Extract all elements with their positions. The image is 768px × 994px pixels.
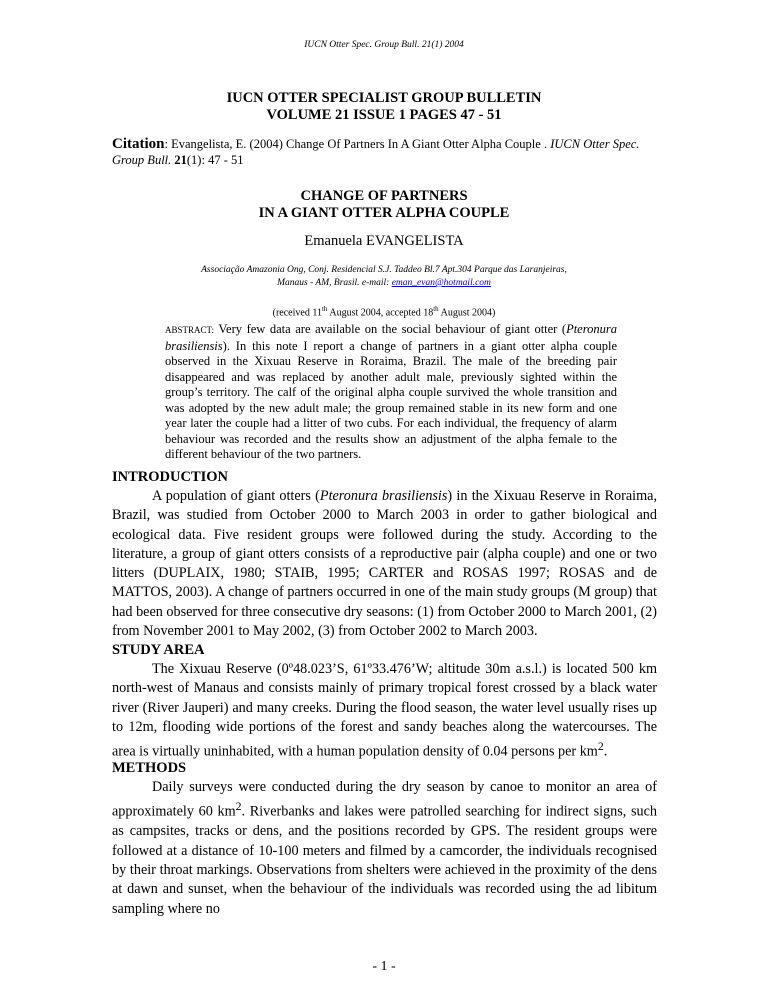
- introduction-heading: INTRODUCTION: [112, 469, 229, 485]
- introduction-text-2: ) in the Xixuau Reserve in Roraima, Brazil, was studied from October 2000 to March 2003 in order to gather biological and ecological data. Five resident groups were followed during the study. According to the literature, a group of giant otters consists of a reproductive pair (alpha couple) and one or two litters (DUPLAIX, 1980; STAIB, 1995; CARTER and ROSAS 1997; ROSAS and de MATTOS, 2003). A change of partners occurred in one of the main study groups (M group) that had been observed for three consecutive dry seasons: (1) from October 2000 to March 2001, (2) from November 2001 to May 2002, (3) from October 2002 to March 2003.: [112, 488, 657, 640]
- methods-paragraph: [112, 778, 657, 919]
- methods-text-2: . Riverbanks and lakes were patrolled searching for indirect signs, such as campsites, tracks or dens, and the positions recorded by GPS. The resident groups were followed at a distance of 10-100 meters and filmed by a camcorder, the individuals recognised by their throat markings. Observations from shelters were achieved in the proximity of the dens at dawn and sunset, when the behaviour of the individuals was recorded using the ad libitum sampling where no: [112, 804, 657, 917]
- affiliation-line1: Associação Amazonia Ong, Conj. Residencial S.J. Taddeo Bl.7 Apt.304 Parque das Laranjeiras,: [201, 265, 567, 275]
- affiliation-line2-prefix: Manaus - AM, Brasil. e-mail:: [277, 278, 390, 288]
- citation-volume: 21: [174, 153, 187, 167]
- citation-colon: :: [164, 137, 168, 151]
- citation-label: Citation: [112, 136, 165, 152]
- received-dates: [0, 305, 768, 318]
- methods-sup: 2: [235, 799, 242, 814]
- received-part2: August 2004, accepted 18: [327, 307, 434, 319]
- bulletin-title-line1: IUCN OTTER SPECIALIST GROUP BULLETIN: [226, 90, 542, 106]
- introduction-species: Pteronura brasiliensis: [319, 488, 448, 504]
- section-introduction: [112, 469, 657, 641]
- email-link[interactable]: eman_evan@hotmail.com: [391, 278, 491, 288]
- methods-text-1: Daily surveys were conducted during the dry season by canoe to monitor an area of approximately 60 km: [112, 779, 657, 821]
- citation-issue-pages: (1): 47 - 51: [186, 153, 244, 167]
- abstract-species: Pteronura brasiliensis: [165, 322, 617, 353]
- author-name: Emanuela EVANGELISTA: [304, 233, 464, 249]
- introduction-paragraph: [112, 487, 657, 641]
- abstract-text-2: ). In this note I report a change of partners in a giant otter alpha couple observed in the Xixuau Reserve in Roraima, Brazil. The male of the breeding pair disappeared and was replaced by another adult male, previously sighted within the group’s territory. The calf of the original alpha couple survived the whole transition and was adopted by the new adult male; the group remained stable in its new form and one year later the couple had a litter of two cubs. For each individual, the frequency of alarm behaviour was recorded and the results show an adjustment of the alpha female to the different behaviour of the two partners.: [165, 338, 617, 461]
- running-header: IUCN Otter Spec. Group Bull. 21(1) 2004: [304, 40, 464, 50]
- abstract-text-1: Very few data are available on the social behaviour of giant otter (: [218, 322, 567, 336]
- study-area-heading: STUDY AREA: [112, 642, 205, 658]
- study-area-text-2: .: [603, 743, 608, 760]
- study-area-paragraph: [112, 660, 657, 762]
- affiliation: [0, 264, 768, 290]
- citation-text: Evangelista, E. (2004) Change Of Partners In A Giant Otter Alpha Couple .: [171, 137, 548, 151]
- paper-title: [0, 188, 768, 222]
- received-sup1: th: [321, 305, 328, 313]
- study-area-text-1: The Xixuau Reserve (0º48.023’S, 61º33.476’W; altitude 30m a.s.l.) is located 500 km north-west of Manaus and consists mainly of primary tropical forest crossed by a black water river (River Jauperi) and many creeks. During the flood season, the water level usually rises up to 12m, flooding wide portions of the forest and sandy beaches along the watercourses. The area is virtually uninhabited, with a human population density of 0.04 persons per km: [112, 661, 657, 760]
- paper-title-line2: IN A GIANT OTTER ALPHA COUPLE: [258, 205, 510, 221]
- citation: [112, 136, 657, 168]
- introduction-text-1: A population of giant otters (: [152, 488, 320, 504]
- bulletin-title: [0, 90, 768, 124]
- citation-journal: IUCN Otter Spec. Group Bull.: [112, 137, 640, 167]
- study-area-sup: 2: [597, 739, 604, 754]
- methods-heading: METHODS: [112, 760, 187, 776]
- abstract-label: ABSTRACT:: [165, 325, 215, 335]
- bulletin-title-line2: VOLUME 21 ISSUE 1 PAGES 47 - 51: [266, 107, 502, 123]
- received-sup2: th: [433, 305, 439, 313]
- received-part3: August 2004): [438, 307, 496, 319]
- abstract: [165, 322, 617, 463]
- section-methods: [112, 760, 657, 919]
- page-number: - 1 -: [372, 959, 396, 974]
- paper-title-line1: CHANGE OF PARTNERS: [300, 188, 468, 204]
- section-study-area: [112, 642, 657, 762]
- received-part1: (received 11: [272, 307, 322, 319]
- affiliation-line2: [0, 277, 768, 290]
